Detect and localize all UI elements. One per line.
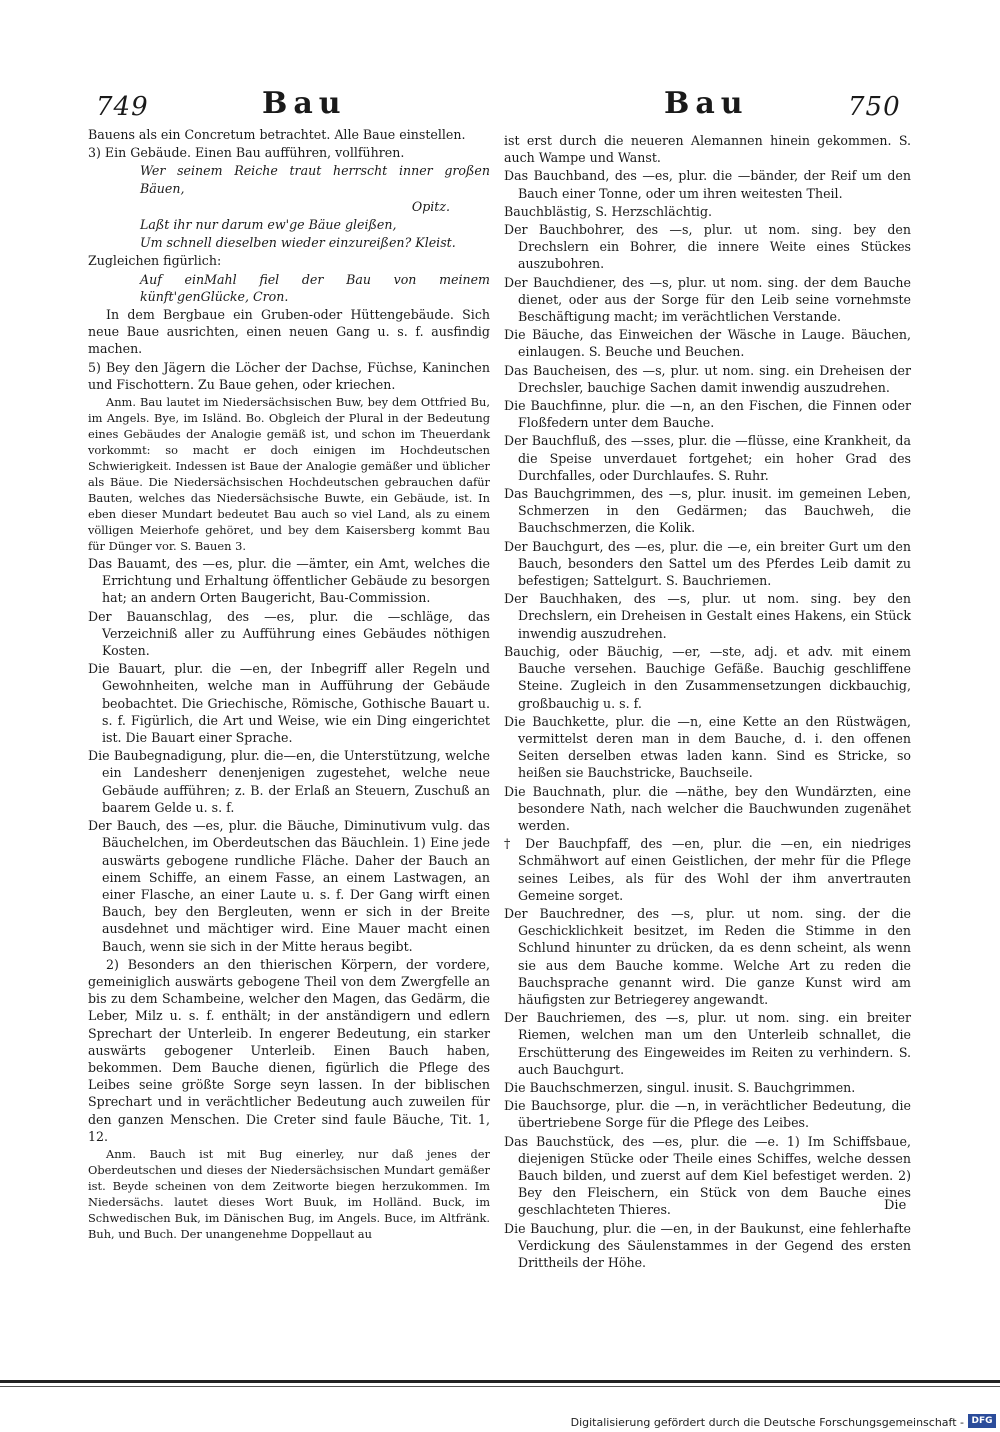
dictionary-entry: Das Bauchband, des —es, plur. die —bänder, der Reif um den Bauch einer Tonne, oder um ihren weitesten Theil. (504, 168, 911, 201)
entry-paragraph: In dem Bergbaue ein Gruben-oder Hüttengebäude. Sich neue Baue ausrichten, einen neuen Gang u. s. f. ausfindig machen. (88, 307, 490, 357)
dictionary-entry: Bauchblästig, S. Herzschlächtig. (504, 203, 713, 219)
dictionary-entry: Das Bauamt, des —es, plur. die —ämter, ein Amt, welches die Errichtung und Erhaltung öffentlicher Gebäude zu besorgen hat; an andern Orten Baugericht, Bau-Commission. (88, 556, 490, 606)
dictionary-entry: Der Bauchredner, des —s, plur. ut nom. sing. der die Geschicklichkeit besitzet, im Reden die Stimme in den Schlund hinunter zu drücken, da es denn scheint, als wenn sie aus dem Bauche komme. Welche Art zu reden die Bauchsprache genannt wird. Die ganze Kunst wird am häufigsten zur Betriegerey angewandt. (504, 905, 911, 1007)
dictionary-entry: Die Bauchnath, plur. die —näthe, bey den Wundärzten, eine besondere Nath, nach welcher die Bauchwunden zugenähet werden. (504, 783, 911, 833)
entry-paragraph: 5) Bey den Jägern die Löcher der Dachse, Füchse, Kaninchen und Fischottern. Zu Baue gehen, oder kriechen. (88, 359, 490, 392)
entry-paragraph: Bauens als ein Concretum betrachtet. Alle Baue einstellen. (88, 127, 466, 142)
dictionary-entry: Das Bauchstück, des —es, plur. die —e. 1) Im Schiffsbaue, diejenigen Stücke oder Theile eines Schiffes, welche dessen Bauch bilden, und zuerst auf dem Kiel befestiget werden. 2) Bey den Fleischern, ein Stück von dem Bauche eines geschlachteten Thieres. (504, 1133, 911, 1218)
right-column (504, 132, 911, 1272)
verse-line: Auf einMahl fiel der Bau von meinem künft'genGlücke, Cron. (140, 271, 490, 304)
bottom-rule-thin (0, 1386, 1000, 1387)
dictionary-entry: Der Bauchriemen, des —s, plur. ut nom. sing. ein breiter Riemen, welchen man um den Unterleib schnallet, die Erschütterung des Eingeweides im Reiten zu verhindern. S. auch Bauchgurt. (504, 1010, 911, 1077)
dictionary-entry: Die Bauchschmerzen, singul. inusit. S. Bauchgrimmen. (504, 1079, 856, 1095)
dictionary-entry: Der Bauanschlag, des —es, plur. die —schläge, das Verzeichniß aller zu Aufführung eines Gebäudes nöthigen Kosten. (88, 608, 490, 659)
dictionary-entry: Der Bauchbohrer, des —s, plur. ut nom. sing. bey den Drechslern ein Bohrer, die innere Weite eines Stückes auszubohren. (504, 222, 911, 272)
left-page-number: 749 (96, 92, 149, 122)
verse-line: Wer seinem Reiche traut herrscht inner großen Bäuen, (140, 163, 490, 196)
left-column (88, 126, 490, 1243)
verse-line: Laßt ihr nur darum ew'ge Bäue gleißen, (140, 217, 397, 233)
dfg-logo: DFG (968, 1414, 996, 1428)
entry-paragraph: 2) Besonders an den thierischen Körpern, der vordere, gemeiniglich auswärts gebogene Theil von dem Zwergfelle an bis zu dem Schambeine, welcher den Magen, das Gedärm, die Leber, Milz u. s. f. enthält; in der anständigern und edlern Sprechart der Unterleib. In engerer Bedeutung, ein starker auswärts gebogener Unterleib. Einen Bauch haben, bekommen. Dem Bauche dienen, figürlich die Pflege des Leibes seine größte Sorge seyn lassen. In der biblischen Sprechart und in verächtlicher Bedeutung auch zuweilen für den ganzen Menschen. Die Creter sind faule Bäuche, Tit. 1, 12. (88, 956, 490, 1144)
dictionary-entry: Das Bauchgrimmen, des —s, plur. inusit. im gemeinen Leben, Schmerzen in den Gedärmen; das Bauchweh, die Bauchschmerzen, die Kolik. (504, 486, 911, 536)
dictionary-entry: Die Bauchkette, plur. die —n, eine Kette an den Rüstwägen, vermittelst deren man in dem Bauche, d. i. den offenen Seiten derselben etwas laden kann. Sind es Stricke, so heißen sie Bauchstricke, Bauchseile. (504, 713, 911, 781)
dictionary-entry: Die Baubegnadigung, plur. die—en, die Unterstützung, welche ein Landesherr denenjenigen zugestehet, welche neue Gebäude aufführen; z. B. der Erlaß an Steuern, Zuschuß an baarem Gelde u. s. f. (88, 748, 490, 815)
right-page-number: 750 (848, 92, 901, 122)
dictionary-entry: Der Bauchfluß, des —sses, plur. die —flüsse, eine Krankheit, da die Speise unverdauet fortgehet; ein hoher Grad des Durchfalles, oder Durchlaufes. S. Ruhr. (504, 433, 911, 483)
left-running-head: Bau (262, 86, 347, 121)
dictionary-entry: Die Bäuche, das Einweichen der Wäsche in Lauge. Bäuchen, einlaugen. S. Beuche und Beuchen. (504, 327, 911, 360)
dictionary-entry: Die Bauchung, plur. die —en, in der Baukunst, eine fehlerhafte Verdickung des Säulenstammes in der Gegend des ersten Drittheils der Höhe. (504, 1220, 911, 1270)
dictionary-entry: Die Bauart, plur. die —en, der Inbegriff aller Regeln und Gewohnheiten, welche man in Aufführung der Gebäude beobachtet. Die Griechische, Römische, Gothische Bauart u. s. f. Figürlich, die Art und Weise, wie ein Ding eingerichtet ist. Die Bauart einer Sprache. (88, 661, 490, 746)
entry-paragraph: 3) Ein Gebäude. Einen Bau aufführen, vollführen. (88, 145, 405, 161)
verse-line: Um schnell dieselben wieder einzureißen? Kleist. (140, 235, 456, 251)
dictionary-entry: Der Bauchgurt, des —es, plur. die —e, ein breiter Gurt um den Bauch, besonders den Sattel um des Pferdes Leib damit zu befestigen; Sattelgurt. S. Bauchriemen. (504, 538, 911, 589)
dictionary-entry: Bauchig, oder Bäuchig, —er, —ste, adj. et adv. mit einem Bauche versehen. Bauchige Gefäße. Bauchig geschliffene Steine. Zugleich in den Zusammensetzungen dickbauchig, großbauchig u. s. f. (504, 643, 911, 711)
entry-paragraph: Zugleichen figürlich: (88, 253, 222, 269)
dictionary-entry: Das Baucheisen, des —s, plur. ut nom. sing. ein Dreheisen der Drechsler, bauchige Sachen damit inwendig auszudrehen. (504, 362, 911, 395)
dictionary-entry: Die Bauchsorge, plur. die —n, in verächtlicher Bedeutung, die übertriebene Sorge für die Pflege des Leibes. (504, 1098, 911, 1131)
bottom-rule (0, 1380, 1000, 1383)
right-running-head: Bau (664, 86, 749, 121)
dictionary-entry: Der Bauch, des —es, plur. die Bäuche, Diminutivum vulg. das Bäuchelchen, im Oberdeutschen das Bäuchlein. 1) Eine jede auswärts gebogene rundliche Fläche. Daher der Bauch an einem Schiffe, an einem Fasse, an einem Lastwagen, an einer Flasche, an einer Laute u. s. f. Der Gang wirft einen Bauch, bey den Bergleuten, wenn er sich in der Breite ausdehnet und mächtiger wird. Eine Mauer macht einen Bauch, wenn sie sich in der Mitte heraus begibt. (88, 818, 490, 954)
annotation-paragraph: Anm. Bauch ist mit Bug einerley, nur daß jenes der Oberdeutschen und dieses der Niedersächsischen Mundart gemäßer ist. Beyde scheinen von dem Zeitworte biegen herzukommen. Im Niedersächs. lautet dieses Wort Buuk, im Holländ. Buck, im Schwedischen Buk, im Dänischen Bug, im Angels. Buce, im Altfränk. Buh, und Buch. Der unangenehme Doppellaut au (88, 1146, 490, 1241)
dictionary-entry: Die Bauchfinne, plur. die —n, an den Fischen, die Finnen oder Floßfedern unter dem Bauche. (504, 398, 911, 431)
catchword: Die (884, 1198, 907, 1213)
annotation-paragraph: Anm. Bau lautet im Niedersächsischen Buw, bey dem Ottfried Bu, im Angels. Bye, im Isländ. Bo. Obgleich der Plural in der Bedeutung eines Gebäudes der Analogie gemäß ist, und schon im Theuerdank vorkommt: so macht er doch einigen im Hochdeutschen Schwierigkeit. Indessen ist Baue der Analogie gemäßer und üblicher als Bäue. Die Niedersächsischen Hochdeutschen gebrauchen dafür Bauten, welches das Niedersächsische Buwte, ein Gebäude, ist. In eben dieser Mundart bedeutet Bau auch so viel Land, als zu einem völligen Meierhofe gehöret, und bey dem Kaisersberg kommt Bau für Dünger vor. S. Bauen 3. (88, 395, 490, 554)
verse-source: Opitz. (411, 198, 450, 214)
dictionary-entry: Der Bauchdiener, des —s, plur. ut nom. sing. der dem Bauche dienet, oder aus der Sorge für den Leib seine vornehmste Beschäftigung macht; im verächtlichen Verstande. (504, 274, 911, 325)
digitization-credit: Digitalisierung gefördert durch die Deutsche Forschungsgemeinschaft - (570, 1416, 964, 1429)
dictionary-entry: † Der Bauchpfaff, des —en, plur. die —en, ein niedriges Schmähwort auf einen Geistlichen, der mehr für die Pflege seines Leibes, als für des Wohl der ihm anvertrauten Gemeine sorget. (504, 836, 911, 903)
dictionary-entry: Der Bauchhaken, des —s, plur. ut nom. sing. bey den Drechslern, ein Dreheisen in Gestalt eines Hakens, ein Stück inwendig auszudrehen. (504, 591, 911, 641)
entry-paragraph: ist erst durch die neueren Alemannen hinein gekommen. S. auch Wampe und Wanst. (504, 133, 911, 166)
